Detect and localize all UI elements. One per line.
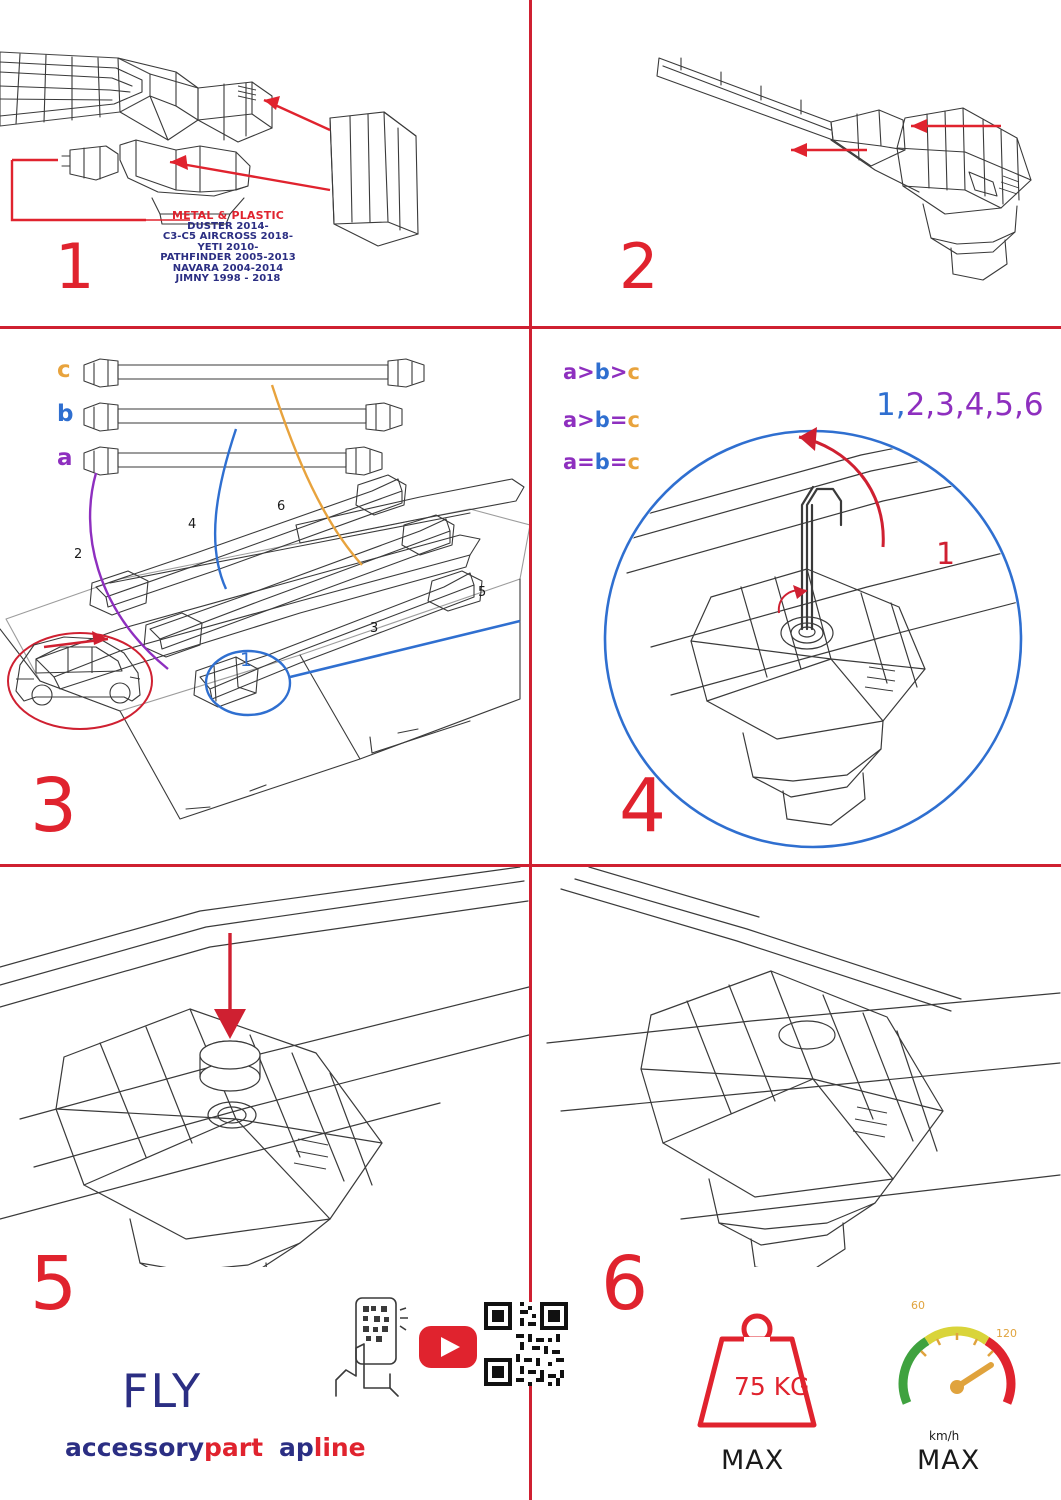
panel-step-2 xyxy=(531,0,1061,326)
callout-6: 6 xyxy=(277,499,286,514)
metal-plastic-title: METAL & PLASTIC xyxy=(171,209,285,222)
eq2-left: a xyxy=(563,408,578,432)
step4-detail-callout: 1 xyxy=(936,537,956,572)
step6-illustration xyxy=(531,867,1061,1267)
vehicle-1: C3-C5 AIRCROSS 2018- xyxy=(162,231,294,243)
brand-line: line xyxy=(313,1433,366,1462)
eq2-right: c xyxy=(627,408,640,432)
weight-value: 75 KG xyxy=(734,1372,810,1401)
panel-step-6 xyxy=(531,867,1061,1500)
brand-subline xyxy=(65,1433,366,1462)
eq2-op2: = xyxy=(609,408,628,432)
bar-label-c: c xyxy=(57,357,71,383)
eq2-op1: > xyxy=(577,408,595,432)
brand-part: part xyxy=(204,1433,264,1462)
callout-5: 5 xyxy=(478,585,487,600)
panel-step-3 xyxy=(0,329,529,864)
vehicle-3: PATHFINDER 2005-2013 xyxy=(160,252,296,264)
eq1-op1: > xyxy=(577,360,595,384)
eq3-op1: = xyxy=(577,450,595,474)
eq1-left: a xyxy=(563,360,578,384)
panel-step-4 xyxy=(531,329,1061,864)
speed-unit-label: km/h xyxy=(929,1429,960,1443)
eq3-right: c xyxy=(627,450,640,474)
brand-ap: ap xyxy=(278,1433,314,1462)
panel-step-5 xyxy=(0,867,529,1500)
qr-scan-icon xyxy=(330,1292,410,1402)
eq1-op2: > xyxy=(609,360,628,384)
sequence-prefix: 1, xyxy=(876,387,906,423)
eq1-right: c xyxy=(627,360,640,384)
youtube-icon[interactable] xyxy=(418,1325,478,1369)
step-number-3: 3 xyxy=(30,763,77,849)
brand-accessory: accessory xyxy=(65,1433,205,1462)
step1-vehicle-note xyxy=(118,210,338,285)
vehicle-2: YETI 2010- xyxy=(197,241,259,253)
weight-limit-icon xyxy=(692,1307,822,1432)
eq1-mid: b xyxy=(594,360,610,384)
step-number-1: 1 xyxy=(55,230,94,303)
vehicle-0: DUSTER 2014- xyxy=(187,220,269,232)
speed-limit-icon xyxy=(893,1307,1021,1425)
eq3-left: a xyxy=(563,450,578,474)
eq3-mid: b xyxy=(594,450,610,474)
step-number-4: 4 xyxy=(619,763,666,849)
gauge-max-label: 120 xyxy=(996,1327,1017,1340)
weight-max-label: MAX xyxy=(721,1445,785,1476)
speed-max-label: MAX xyxy=(917,1445,981,1476)
eq3-op2: = xyxy=(609,450,628,474)
gauge-min-label: 60 xyxy=(911,1299,925,1312)
callout-1: 1 xyxy=(240,649,253,671)
bar-label-b: b xyxy=(57,401,74,427)
bar-label-a: a xyxy=(57,445,73,471)
brand-fly: FLY xyxy=(122,1364,203,1418)
step3-illustration xyxy=(0,329,529,864)
step-number-2: 2 xyxy=(619,230,658,303)
step2-illustration xyxy=(531,0,1061,326)
step-number-5: 5 xyxy=(30,1241,77,1327)
step-number-6: 6 xyxy=(601,1241,648,1327)
eq2-mid: b xyxy=(594,408,610,432)
vehicle-5: JIMNY 1998 - 2018 xyxy=(175,273,281,285)
callout-4: 4 xyxy=(188,517,197,532)
sequence-rest: 2,3,4,5,6 xyxy=(905,387,1044,423)
callout-2: 2 xyxy=(74,547,83,562)
step5-illustration xyxy=(0,867,529,1267)
panel-step-1 xyxy=(0,0,529,326)
callout-3: 3 xyxy=(370,621,379,636)
vehicle-4: NAVARA 2004-2014 xyxy=(172,262,284,274)
step4-sequence xyxy=(876,387,1044,423)
